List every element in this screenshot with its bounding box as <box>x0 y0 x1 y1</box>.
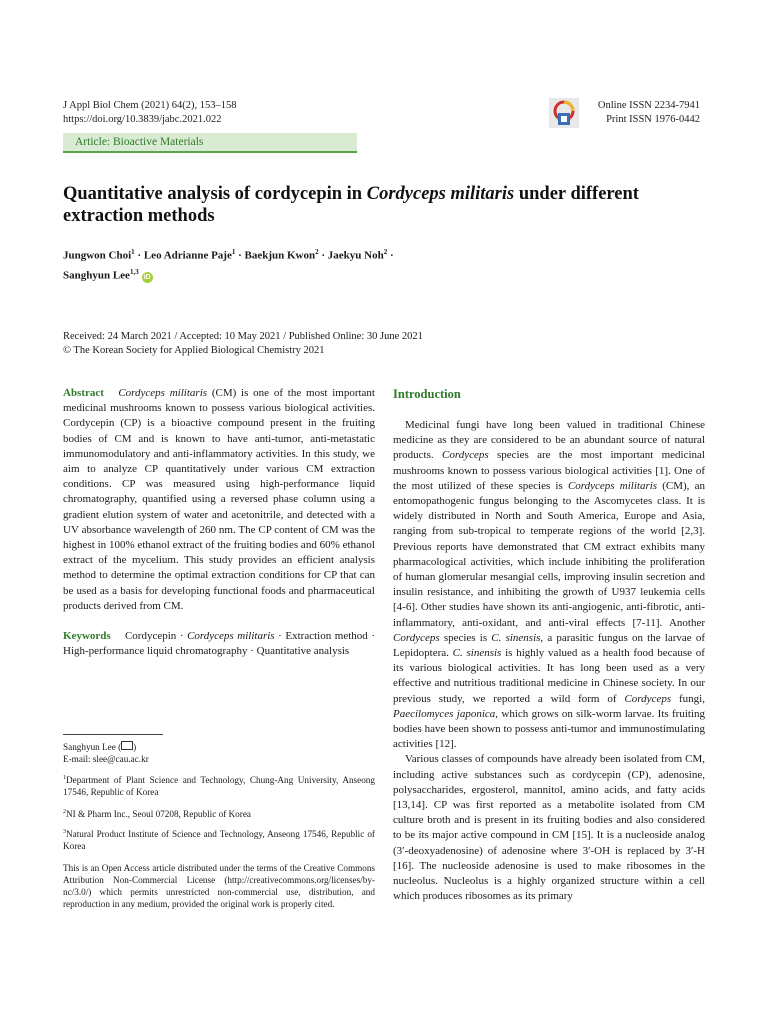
abstract-italic: Cordyceps militaris <box>118 387 208 399</box>
introduction-heading: Introduction <box>393 387 461 401</box>
keywords-label: Keywords <box>63 630 111 643</box>
author-4[interactable]: Jaekyu Noh <box>327 249 384 262</box>
article-type-bar <box>63 133 357 153</box>
keyword-2: Cordyceps militaris <box>187 630 275 643</box>
author-separator: · <box>235 249 245 262</box>
copyright: © The Korean Society for Applied Biological Chemistry 2021 <box>63 345 325 356</box>
affiliation-2-number: 2 <box>63 809 66 815</box>
license-note: This is an Open Access article distributed under the terms of the Creative Commons Attribution Non-Commercial License (http://creativecommons.org/licenses/by-nc/3.0/) which permits unrestricted non-commercial use, distribution, and reproduction in any medium, provided the original work is properly cited. <box>63 863 375 909</box>
abstract-label: Abstract <box>63 387 104 399</box>
author-separator: · <box>318 249 328 262</box>
author-4-affiliation: 2 <box>383 248 388 256</box>
author-list <box>63 244 703 283</box>
title-italic: Cordyceps militaris <box>366 184 515 204</box>
author-3[interactable]: Baekjun Kwon <box>244 249 316 262</box>
keywords <box>63 629 375 659</box>
journal-header <box>63 99 237 127</box>
corresponding-author <box>63 741 375 765</box>
affiliation-2-text: NI & Pharm Inc., Seoul 07208, Republic of Korea <box>66 809 251 820</box>
affiliation-1 <box>63 772 375 798</box>
affiliation-3-number: 3 <box>63 829 66 835</box>
author-5-affiliation: 1,3 <box>129 267 139 276</box>
affiliation-3-text: Natural Product Institute of Science and Technology, Anseong 17546, Republic of Korea <box>63 829 375 852</box>
affiliation-1-number: 1 <box>63 775 66 781</box>
author-separator: · <box>387 249 394 262</box>
doi-link[interactable]: https://doi.org/10.3839/jabc.2021.022 <box>63 114 222 125</box>
intro-paragraph-2: Various classes of compounds have already been isolated from CM, including active substances such as cordycepin (CP), adenosine, polysaccharides, ergosterol, mannitol, amino acids, and fatty acids [13,14]. CP was first reported as a metabolite isolated from CM culture broth and is present in its fruiting bodies and also considered to be its major active compound in CM [15]. It is a nucleoside analog (3′-deoxyadenosine) of adenosine where 3′-OH is replaced by 3′-H [16]. The nucleoside adenosine is used to make ribosomes in the nucleolus. Nucleolus is a highly organized structure within a cell which produces ribosomes as its primary <box>393 753 705 903</box>
article-type-label: Article: Bioactive Materials <box>75 136 204 148</box>
intro-paragraph-1: Medicinal fungi have long been valued in traditional Chinese medicine as they are considered to be an abundant source of natural products. Cordyceps species are the most important medicinal mushrooms known to possess various biological activities [1]. One of the most utilized of these species is Cordyceps militaris (CM), an entomopathogenic fungus belonging to the Ascomycetes class. It is widely distributed in North and South America, Europe and Asia, ranging from sub-tropical to temperate regions of the world [2,3]. Previous reports have demonstrated that CM extract exhibits many pharmacological activities, which include inhibiting the proliferation of human glomerular mesangial cells, improving insulin secretion and insulin resistance, and inhibiting the growth of U937 leukemia cells [4-6]. Other studies have shown its anti-angiogenic, anti-fibrotic, anti-inflammatory, anti-oxidant, and anti-viral effects [7-11]. Another Cordyceps species is C. sinensis, a parasitic fungus on the larvae of Lepidoptera. C. sinensis is highly valued as a health food because of its various biological activities. It has long been used as a very effective and nutritious traditional medicine in Chinese society. In our previous study, we reported a wild form of Cordyceps fungi, Paecilomyces japonica, which grows on silk-worm larvae. Its fruiting bodies have been shown to possess anti-tumor and immunostimulating activities [12]. <box>393 419 705 751</box>
title-part2: under different extraction methods <box>63 184 639 226</box>
footnote-divider <box>63 734 163 735</box>
corresponding-paren: ) <box>133 742 137 752</box>
author-2[interactable]: Leo Adrianne Paje <box>143 249 232 262</box>
author-separator: · <box>134 249 144 262</box>
author-2-affiliation: 1 <box>231 248 236 256</box>
crossmark-icon[interactable] <box>549 98 579 128</box>
paper-title <box>63 183 663 227</box>
abstract-text: (CM) is one of the most important medicinal mushrooms known to possess various biological activities. Cordycepin (CP) is a bioactive compound present in the fruiting bodies of CM and is known to have anti-tumor, anti-metastatic immunomodulatory and anti-inflammatory activities. In this study, we aim to analyze CP quantitatively under various CM extraction conditions. CP was measured using high-performance liquid chromatography, quantified using a reversed phase column using a gradient elution system of water and acetonitrile, and detected with a UV absorbance wavelength of 260 nm. The CP content of CM was the highest in 100% ethanol extract of the fruiting bodies and 60% ethanol extract of the mycelium. This study provides an efficient analysis method to determine the optimal extraction conditions for CP that can be used as a basis for developing functional foods and pharmaceutical products derived from CM. <box>63 387 375 612</box>
corresponding-email[interactable]: E-mail: slee@cau.ac.kr <box>63 754 149 764</box>
publication-dates <box>63 330 423 358</box>
author-1[interactable]: Jungwon Choi <box>63 249 132 262</box>
affiliation-1-text: Department of Plant Science and Technology, Chung-Ang University, Anseong 17546, Republic of Korea <box>63 775 375 798</box>
author-5[interactable]: Sanghyun Lee <box>63 269 130 282</box>
issn-block <box>598 99 700 127</box>
print-issn: Print ISSN 1976-0442 <box>606 114 700 125</box>
author-1-affiliation: 1 <box>131 248 135 256</box>
keyword-1: Cordycepin · <box>124 630 188 643</box>
title-part1: Quantitative analysis of cordycepin in <box>63 184 367 204</box>
journal-citation: J Appl Biol Chem (2021) 64(2), 153–158 <box>63 100 237 111</box>
author-3-affiliation: 2 <box>315 248 319 256</box>
keyword-rest: · Extraction method · High-performance liquid chromatography · Quantitative analysis <box>63 630 375 658</box>
left-column <box>63 386 375 659</box>
envelope-icon[interactable] <box>121 741 133 750</box>
right-column <box>393 386 705 905</box>
affiliation-3 <box>63 826 375 852</box>
online-issn: Online ISSN 2234-7941 <box>597 100 700 111</box>
history-dates: Received: 24 March 2021 / Accepted: 10 May 2021 / Published Online: 30 June 2021 <box>63 331 423 342</box>
orcid-icon[interactable]: iD <box>143 274 151 282</box>
affiliation-2 <box>63 806 375 820</box>
corresponding-name: Sanghyun Lee ( <box>63 742 122 752</box>
abstract <box>63 386 375 614</box>
